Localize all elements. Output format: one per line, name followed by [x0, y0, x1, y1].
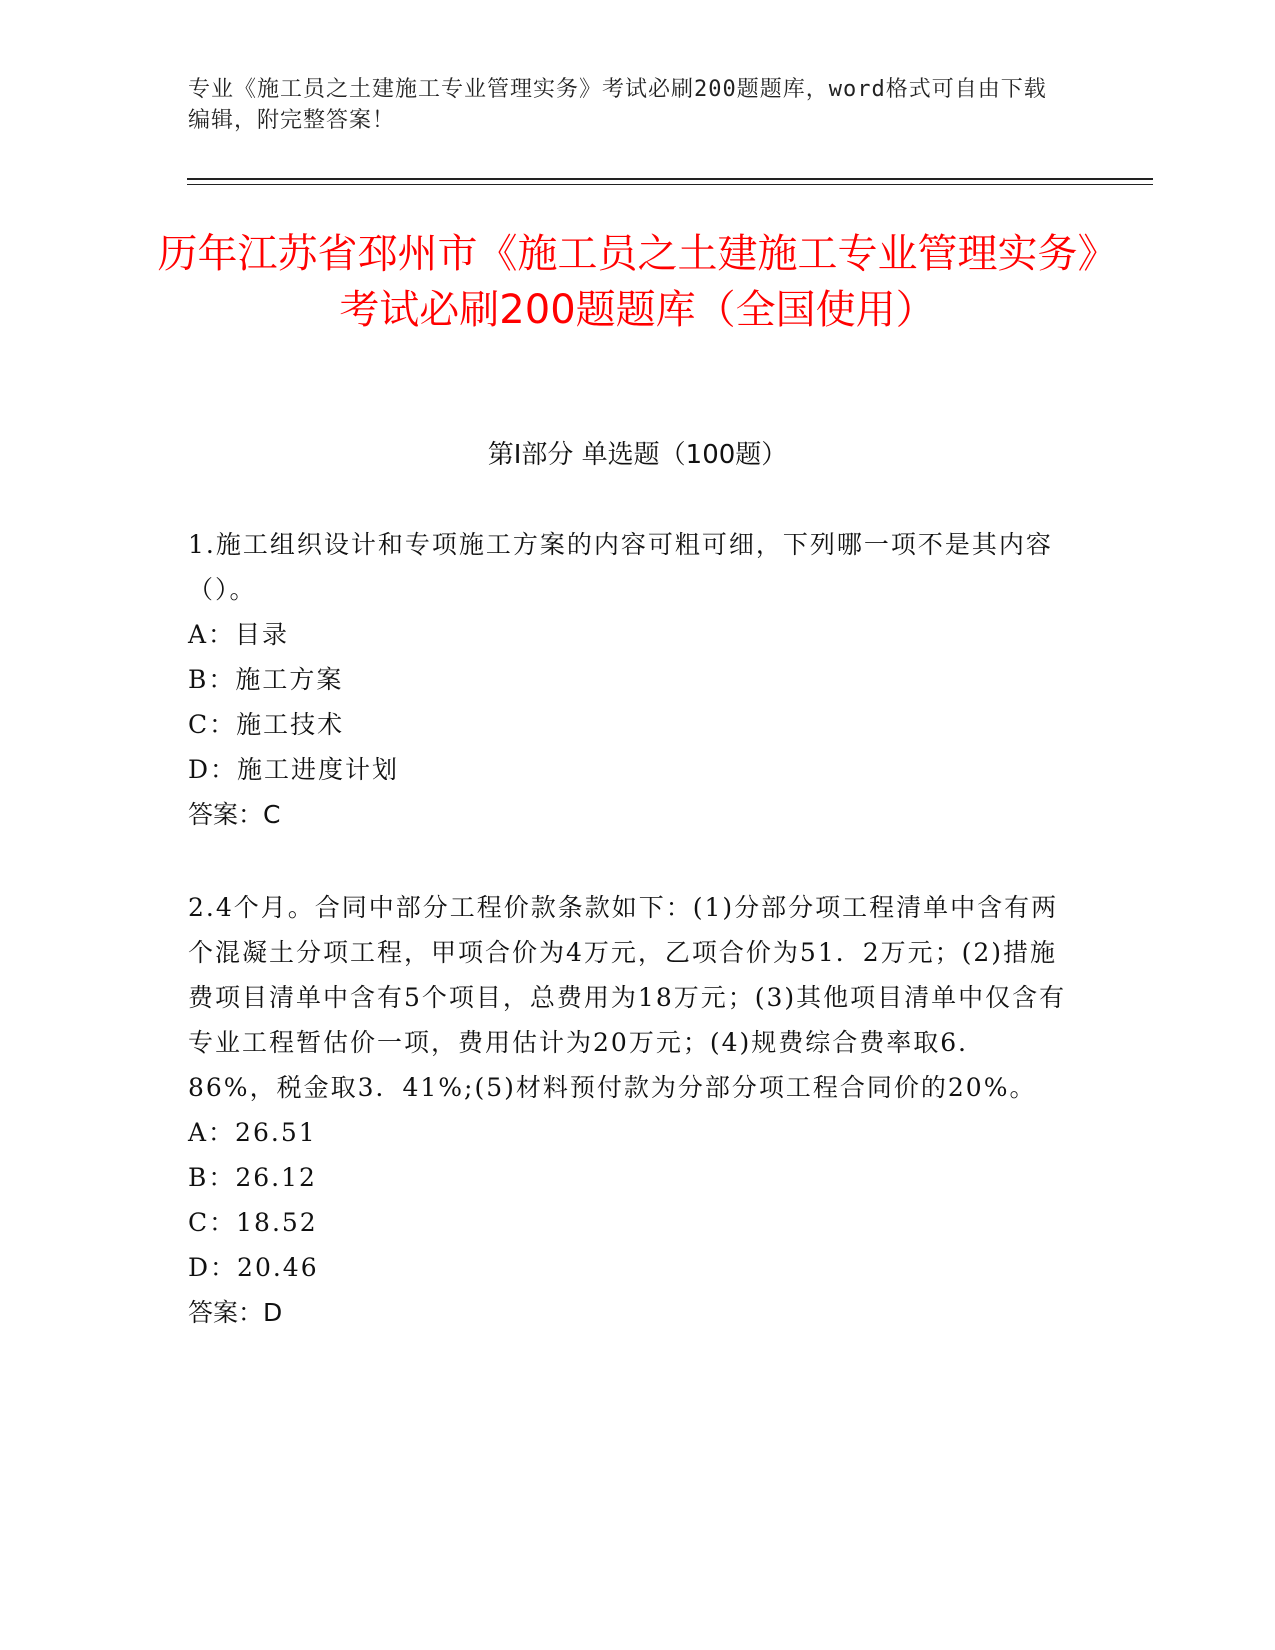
option-a: A：26.51 [188, 1118, 317, 1147]
header-note: 专业《施工员之土建施工专业管理实务》考试必刷200题题库，word格式可自由下载编辑，附完整答案！ [188, 77, 1047, 133]
option-d: D：施工进度计划 [188, 755, 400, 784]
option-d: D：20.46 [188, 1253, 319, 1282]
option-a: A：目录 [188, 620, 290, 649]
document-title: 历年江苏省邳州市《施工员之土建施工专业管理实务》考试必刷200题题库（全国使用） [157, 231, 1118, 333]
question-stem: 2.4个月。合同中部分工程价款条款如下：(1)分部分项工程清单中含有两个混凝土分项工程，甲项合价为4万元，乙项合价为51．2万元；(2)措施费项目清单中含有5个项目，总费用为18万元；(3)其他项目清单中仅含有专业工程暂估价一项，费用估计为20万元；(4)规费综合费率取6．86%，税金取3．41%;(5)材料预付款为分部分项工程合同价的20%。 [188, 893, 1067, 1102]
question-stem: 1.施工组织设计和专项施工方案的内容可粗可细，下列哪一项不是其内容（）。 [188, 530, 1053, 604]
answer: 答案：D [188, 1298, 283, 1327]
option-c: C：施工技术 [188, 710, 345, 739]
answer: 答案：C [188, 800, 281, 829]
option-c: C：18.52 [188, 1208, 318, 1237]
question-2 [188, 885, 1068, 1335]
option-b: B：26.12 [188, 1163, 317, 1192]
option-b: B：施工方案 [188, 665, 344, 694]
section-heading: 第I部分 单选题（100题） [487, 440, 788, 470]
header-divider-thin [187, 184, 1153, 185]
question-1 [188, 522, 1068, 837]
header-divider-thick [187, 178, 1153, 180]
